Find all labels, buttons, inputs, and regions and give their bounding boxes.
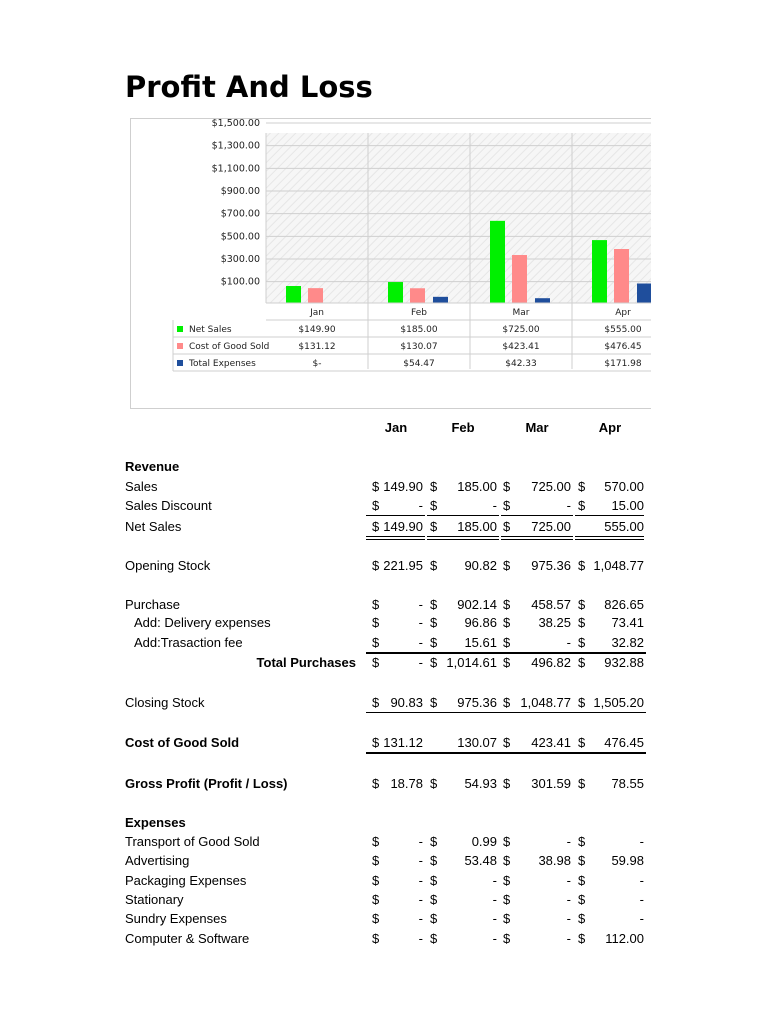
data-label: $171.98	[604, 359, 642, 369]
currency-symbol: $	[503, 911, 511, 926]
cell-value: -	[418, 655, 423, 670]
cell-value: 18.78	[390, 776, 423, 791]
row-label: Total Purchases	[256, 655, 356, 670]
currency-symbol: $	[372, 498, 380, 513]
cell-value: 90.82	[464, 558, 497, 573]
cell-value: 221.95	[383, 558, 423, 573]
row-label: Gross Profit (Profit / Loss)	[125, 776, 288, 791]
cell-value: -	[418, 931, 423, 946]
row-label: Computer & Software	[125, 931, 250, 946]
currency-symbol: $	[503, 776, 511, 791]
cell-value: 725.00	[531, 519, 571, 534]
cell-value: 15.00	[611, 498, 644, 513]
cell-value: 78.55	[611, 776, 644, 791]
currency-symbol: $	[503, 892, 511, 907]
category-label: Jan	[310, 308, 324, 318]
currency-symbol: $	[503, 519, 511, 534]
legend-label: Net Sales	[189, 325, 232, 335]
currency-symbol: $	[372, 597, 380, 612]
underline	[575, 652, 646, 654]
cell-value: 1,014.61	[446, 655, 497, 670]
cell-value: 496.82	[531, 655, 571, 670]
cell-value: -	[492, 892, 497, 907]
data-label: $476.45	[604, 342, 642, 352]
currency-symbol: $	[430, 597, 438, 612]
cell-value: 458.57	[531, 597, 571, 612]
currency-symbol: $	[372, 615, 380, 630]
month-header: Apr	[598, 420, 622, 435]
underline	[575, 712, 646, 713]
underline	[501, 515, 573, 516]
cell-value: 185.00	[457, 479, 497, 494]
cell-value: 96.86	[464, 615, 497, 630]
data-label: $130.07	[400, 342, 438, 352]
underline	[501, 652, 575, 654]
underline	[575, 539, 644, 540]
data-label: $149.90	[298, 325, 336, 335]
row-label: Net Sales	[125, 519, 182, 534]
currency-symbol: $	[503, 558, 511, 573]
underline	[427, 515, 499, 516]
underline	[427, 539, 499, 540]
currency-symbol: $	[430, 558, 438, 573]
underline	[501, 536, 573, 537]
y-tick-label: $100.00	[220, 276, 260, 288]
underline	[427, 752, 501, 754]
currency-symbol: $	[372, 479, 380, 494]
currency-symbol: $	[430, 498, 438, 513]
currency-symbol: $	[503, 479, 511, 494]
currency-symbol: $	[578, 776, 586, 791]
row-label: Sales	[125, 479, 158, 494]
currency-symbol: $	[372, 931, 380, 946]
data-label: $423.41	[502, 342, 540, 352]
page-title: Profit And Loss	[125, 70, 373, 104]
currency-symbol: $	[578, 911, 586, 926]
cell-value: 112.00	[605, 931, 644, 946]
cell-value: -	[418, 892, 423, 907]
underline	[575, 515, 644, 516]
cell-value: 59.98	[611, 853, 644, 868]
data-label: $-	[312, 359, 322, 369]
cell-value: -	[418, 635, 423, 650]
legend-label: Total Expenses	[189, 359, 256, 369]
row-label: Opening Stock	[125, 558, 211, 573]
currency-symbol: $	[578, 735, 586, 750]
cell-value: -	[566, 635, 571, 650]
cell-value: -	[492, 873, 497, 888]
currency-symbol: $	[430, 853, 438, 868]
y-tick-label: $1,100.00	[211, 163, 260, 175]
underline	[501, 712, 575, 713]
cell-value: -	[492, 931, 497, 946]
data-label: $555.00	[604, 325, 642, 335]
y-tick-label: $300.00	[220, 254, 260, 265]
cell-value: -	[418, 873, 423, 888]
currency-symbol: $	[578, 873, 586, 888]
currency-symbol: $	[372, 695, 380, 710]
currency-symbol: $	[578, 853, 586, 868]
month-header: Mar	[525, 420, 549, 435]
currency-symbol: $	[503, 655, 511, 670]
cell-value: 149.90	[383, 479, 423, 494]
currency-symbol: $	[430, 776, 438, 791]
data-label: $725.00	[502, 325, 540, 335]
data-label: $42.33	[505, 359, 537, 369]
cell-value: 725.00	[531, 479, 571, 494]
currency-symbol: $	[372, 892, 380, 907]
currency-symbol: $	[372, 911, 380, 926]
currency-symbol: $	[372, 655, 380, 670]
underline	[366, 536, 425, 537]
underline	[366, 515, 425, 516]
cell-value: 0.99	[471, 834, 497, 849]
row-label: Sundry Expenses	[125, 911, 227, 926]
underline	[366, 752, 427, 754]
row-label: Packaging Expenses	[125, 873, 247, 888]
currency-symbol: $	[578, 635, 586, 650]
y-tick-label: $700.00	[220, 208, 260, 220]
category-label: Feb	[411, 308, 427, 318]
currency-symbol: $	[430, 615, 438, 630]
month-header: Feb	[451, 420, 475, 435]
currency-symbol: $	[430, 834, 438, 849]
cell-value: -	[639, 834, 644, 849]
category-label: Apr	[615, 308, 631, 318]
currency-symbol: $	[578, 615, 586, 630]
underline	[427, 652, 501, 654]
cell-value: -	[566, 873, 571, 888]
currency-symbol: $	[372, 635, 380, 650]
underline	[575, 536, 644, 537]
cell-value: 149.90	[383, 519, 423, 534]
cell-value: -	[418, 498, 423, 513]
y-tick-label: $500.00	[220, 231, 260, 243]
cell-value: -	[492, 911, 497, 926]
data-label: $185.00	[400, 325, 438, 335]
cell-value: 185.00	[457, 519, 497, 534]
row-label: Add: Delivery expenses	[134, 615, 271, 630]
underline	[366, 652, 427, 654]
cell-value: 570.00	[604, 479, 644, 494]
currency-symbol: $	[503, 695, 511, 710]
currency-symbol: $	[372, 873, 380, 888]
y-tick-label: $900.00	[220, 186, 260, 197]
currency-symbol: $	[578, 498, 586, 513]
cell-value: 975.36	[531, 558, 571, 573]
row-label: Advertising	[125, 853, 190, 868]
cell-value: 902.14	[457, 597, 497, 612]
currency-symbol: $	[430, 655, 438, 670]
currency-symbol: $	[578, 479, 586, 494]
row-label: Expenses	[125, 815, 186, 830]
currency-symbol: $	[430, 931, 438, 946]
underline	[575, 752, 646, 754]
cell-value: -	[566, 911, 571, 926]
currency-symbol: $	[503, 931, 511, 946]
currency-symbol: $	[578, 834, 586, 849]
currency-symbol: $	[578, 695, 586, 710]
cell-value: -	[639, 873, 644, 888]
row-label: Sales Discount	[125, 498, 212, 513]
cell-value: 826.65	[604, 597, 644, 612]
data-label: $131.12	[298, 342, 336, 352]
y-tick-label: $1,500.00	[211, 119, 260, 129]
currency-symbol: $	[503, 615, 511, 630]
y-tick-label: $1,300.00	[211, 140, 260, 152]
currency-symbol: $	[578, 597, 586, 612]
cell-value: 73.41	[611, 615, 644, 630]
cell-value: -	[418, 615, 423, 630]
currency-symbol: $	[430, 695, 438, 710]
row-label: Stationary	[125, 892, 184, 907]
row-label: Transport of Good Sold	[125, 834, 260, 849]
currency-symbol: $	[578, 655, 586, 670]
cell-value: 53.48	[464, 853, 497, 868]
cell-value: 1,505.20	[593, 695, 644, 710]
cell-value: 38.98	[538, 853, 571, 868]
underline	[501, 539, 573, 540]
row-label: Add:Trasaction fee	[134, 635, 243, 650]
cell-value: 975.36	[457, 695, 497, 710]
cell-value: -	[566, 931, 571, 946]
cell-value: 15.61	[464, 635, 497, 650]
cell-value: -	[639, 911, 644, 926]
currency-symbol: $	[503, 834, 511, 849]
cell-value: -	[566, 834, 571, 849]
cell-value: -	[566, 892, 571, 907]
row-label: Cost of Good Sold	[125, 735, 240, 750]
row-label: Revenue	[125, 459, 180, 474]
underline	[427, 536, 499, 537]
row-label: Purchase	[125, 597, 180, 612]
underline	[366, 712, 427, 713]
cell-value: 555.00	[604, 519, 644, 534]
cell-value: -	[492, 498, 497, 513]
cell-value: 476.45	[604, 735, 644, 750]
month-header: Jan	[384, 420, 408, 435]
underline	[366, 539, 425, 540]
data-label: $54.47	[403, 359, 435, 369]
cell-value: -	[418, 834, 423, 849]
currency-symbol: $	[503, 498, 511, 513]
currency-symbol: $	[372, 519, 380, 534]
currency-symbol: $	[578, 931, 586, 946]
currency-symbol: $	[503, 853, 511, 868]
currency-symbol: $	[372, 776, 380, 791]
cell-value: 1,048.77	[520, 695, 571, 710]
currency-symbol: $	[372, 853, 380, 868]
currency-symbol: $	[503, 597, 511, 612]
currency-symbol: $	[503, 735, 511, 750]
currency-symbol: $	[430, 911, 438, 926]
cell-value: -	[418, 853, 423, 868]
cell-value: 90.83	[390, 695, 423, 710]
cell-value: 1,048.77	[593, 558, 644, 573]
currency-symbol: $	[578, 558, 586, 573]
cell-value: 423.41	[531, 735, 571, 750]
currency-symbol: $	[503, 635, 511, 650]
cell-value: -	[639, 892, 644, 907]
cell-value: -	[566, 498, 571, 513]
cell-value: 32.82	[611, 635, 644, 650]
currency-symbol: $	[430, 873, 438, 888]
cell-value: 54.93	[464, 776, 497, 791]
cell-value: 130.07	[457, 735, 497, 750]
underline	[501, 752, 575, 754]
cell-value: 932.88	[604, 655, 644, 670]
underline	[427, 712, 501, 713]
category-label: Mar	[512, 308, 530, 318]
cell-value: 131.12	[383, 735, 423, 750]
currency-symbol: $	[503, 873, 511, 888]
currency-symbol: $	[430, 892, 438, 907]
cell-value: -	[418, 597, 423, 612]
currency-symbol: $	[578, 892, 586, 907]
cell-value: 301.59	[531, 776, 571, 791]
cell-value: 38.25	[538, 615, 571, 630]
currency-symbol: $	[372, 834, 380, 849]
cell-value: -	[418, 911, 423, 926]
currency-symbol: $	[430, 479, 438, 494]
currency-symbol: $	[430, 519, 438, 534]
currency-symbol: $	[430, 635, 438, 650]
legend-label: Cost of Good Sold	[189, 342, 270, 352]
row-label: Closing Stock	[125, 695, 205, 710]
currency-symbol: $	[372, 558, 380, 573]
currency-symbol: $	[372, 735, 380, 750]
